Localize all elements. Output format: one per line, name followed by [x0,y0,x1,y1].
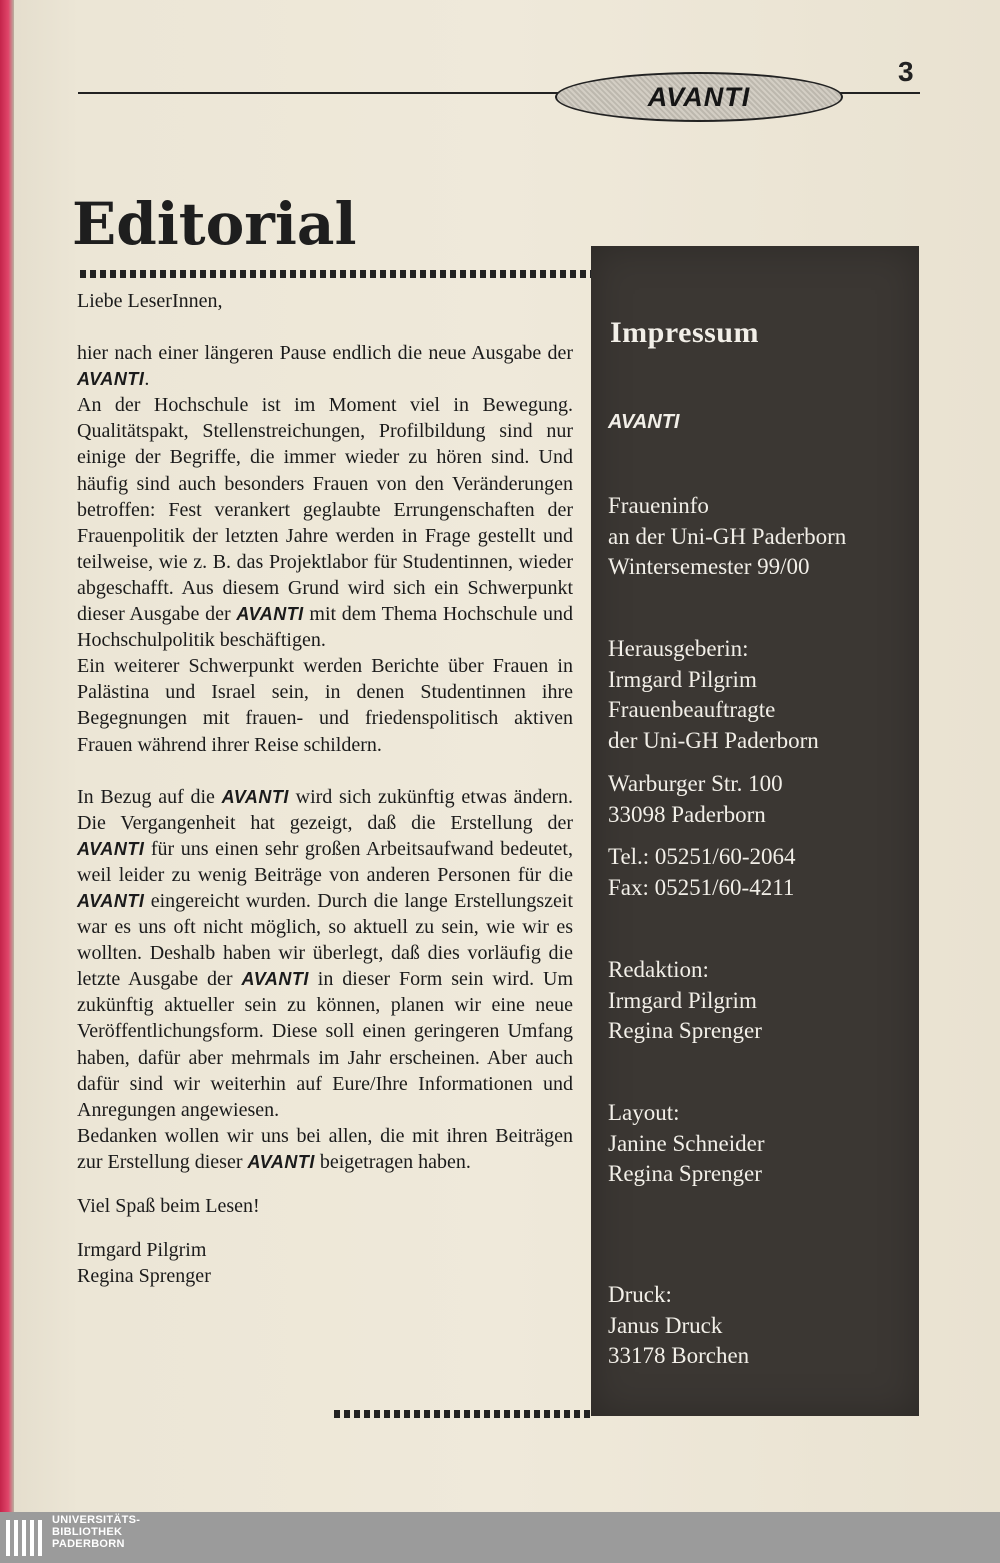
paragraph-3: Ein weiterer Schwerpunkt werden Berichte über Frauen in Palästina und Israel sein, in denen Studentinnen ihre Begegnungen mit frauen- und friedenspolitisch aktiven Frauen während ihrer Reise schildern. [77,655,573,756]
impressum-title: Impressum [610,316,759,349]
impressum-publisher: Herausgeberin: Irmgard Pilgrim Frauenbeauftragte der Uni-GH Paderborn [608,636,819,753]
paragraph-1: hier nach einer längeren Pause endlich die neue Ausgabe der AVANTI. [77,342,573,391]
signature-1: Irmgard Pilgrim [77,1239,207,1262]
binding-spine [0,0,14,1512]
dotted-divider-bottom [334,1410,590,1418]
avanti-mark: AVANTI [77,369,145,390]
badge-label: AVANTI [647,81,751,112]
impressum-print: Druck: Janus Druck 33178 Borchen [608,1282,750,1368]
signature-2: Regina Sprenger [77,1265,211,1288]
impressum-box [591,246,919,1416]
editorial-text [77,288,573,1289]
impressum-address: Warburger Str. 100 33098 Paderborn [608,771,783,827]
impressum-contact: Tel.: 05251/60-2064 Fax: 05251/60-4211 [608,844,796,900]
paragraph-2: An der Hochschule ist im Moment viel in Bewegung. Qualitätspakt, Stellenstreichungen, Profilbildung sind nur einige der Begriffe, die immer wieder zu hören sind. Und häufig sind auch besonders Frauen von den Veränderungen betroffen: Fest verankert geglaubte Errungenschaften der Frauenpolitik der letzten Jahre werden in Frage gestellt und teilweise, wie z. B. das Projektlabor für Studentinnen, wieder abgeschafft. Aus diesem Grund wird sich ein Schwerpunkt dieser Ausgabe der AVANTI mit dem Thema Hochschule und Hochschulpolitik beschäftigen. [77,394,574,652]
library-logo-icon [6,1520,42,1556]
closing-line: Viel Spaß beim Lesen! [77,1195,260,1217]
page-number: 3 [898,56,914,87]
dotted-divider-top [80,270,594,278]
impressum-editors: Redaktion: Irmgard Pilgrim Regina Sprenger [608,957,762,1043]
paragraph-5: Bedanken wollen wir uns bei allen, die mit ihren Beiträgen zur Erstellung dieser AVANTI beigetragen haben. [77,1124,573,1173]
avanti-header-badge [555,72,843,122]
avanti-mark: AVANTI [236,604,304,625]
library-footer-bar [0,1512,1000,1563]
page-title: Editorial [72,190,357,258]
impressum-info: Fraueninfo an der Uni-GH Paderborn Wintersemester 99/00 [608,493,847,579]
library-name: UNIVERSITÄTS- BIBLIOTHEK PADERBORN [52,1514,141,1550]
paragraph-4: In Bezug auf die AVANTI wird sich zukünftig etwas ändern. Die Vergangenheit hat gezeigt, daß die Erstellung der AVANTI für uns einen sehr großen Arbeitsaufwand bedeutet, weil leider zu wenig Beiträge von anderen Personen für die AVANTI eingereicht wurden. Durch die lange Erstellungszeit war es uns oft nicht möglich, so aktuell zu sein, wie wir es wollten. Deshalb haben wir überlegt, daß dies vorläufig die letzte Ausgabe der AVANTI in dieser Form sein wird. Um zukünftig aktueller sein zu können, planen wir eine neue Veröffentlichungsform. Diese soll einen geringeren Umfang haben, dafür aber mehrmals im Jahr erscheinen. Aber auch dafür sind wir weiterhin auf Eure/Ihre Informationen und Anregungen angewiesen. [77,785,574,1121]
avanti-mark: AVANTI [241,969,309,990]
greeting: Liebe LeserInnen, [77,290,223,312]
avanti-mark: AVANTI [221,786,289,807]
avanti-mark: AVANTI [247,1151,315,1172]
impressum-layout: Layout: Janine Schneider Regina Sprenger [608,1100,765,1186]
avanti-mark: AVANTI [77,838,145,859]
avanti-mark: AVANTI [77,890,145,911]
impressum-avanti: AVANTI [608,411,680,433]
